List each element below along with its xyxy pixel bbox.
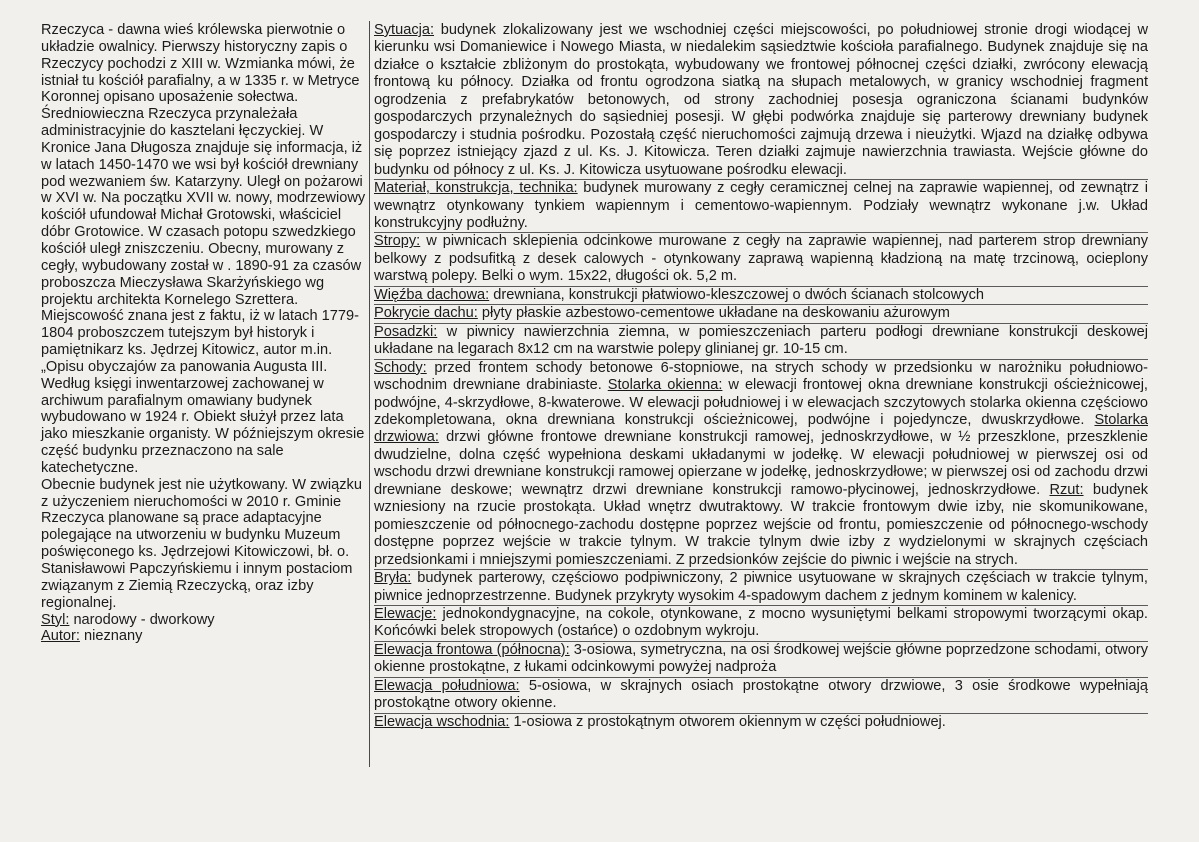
massing-text: budynek parterowy, częściowo podpiwniczony, 2 piwnice usytuowane w skrajnych częściach w trakcie tylnym, piwnice jednoprzestrzenne. Budynek przykryty wysokim 4-spadowym dachem z jednym kominem w kalenicy. — [374, 570, 1148, 604]
section-south-elevation — [374, 677, 1148, 713]
history-paragraph: Rzeczyca - dawna wieś królewska pierwotnie o układzie owalnicy. Pierwszy historyczny zapis o Rzeczycy pochodzi z XIII w. Wzmianka mówi, że istniał tu kościół parafialny, a w 1335 r. w Metryce Koronnej opisano uposażenie sołectwa. Średniowieczna Rzeczyca przynależała administracyjnie do kasztelani łęczyckiej. W Kronice Jana Długosza znajduje się informacja, iż w latach 1450-1470 we wsi był kościół drewniany pod wezwaniem św. Katarzyny. Uległ on pożarowi w XVI w. Na początku XVII w. nowy, modrzewiowy kościół ufundował Michał Grotowski, właściciel dóbr Grotowice. W czasach potopu szwedzkiego kościół uległ zniszczeniu. Obecny, murowany z cegły, wybudowany został w . 1890-91 za czasów proboszcza Mieczysława Skarżyńskiego wg projektu architekta Kornelego Szrettera. Miejscowość znana jest z faktu, iż w latach 1779-1804 proboszczem tutejszym był historyk i pamiętnikarz ks. Jędrzej Kitowicz, autor m.in. „Opisu obyczajów za panowania Augusta III. — [41, 22, 366, 375]
material-label: Materiał, konstrukcja, technika: — [374, 180, 578, 197]
style-value: narodowy - dworkowy — [69, 611, 215, 628]
floors-text: w piwnicy nawierzchnia ziemna, w pomieszczeniach parteru podłogi drewniane konstrukcji deskowej układane na legarach 8x12 cm na warstwie polepy glinianej gr. 10-15 cm. — [374, 323, 1148, 358]
plan-text: budynek wzniesiony na rzucie prostokąta. Układ wnętrz dwutraktowy. W trakcie frontowym dwie izby, nie skomunikowane, pomieszczenie od północnego-zachodu dostępne poprzez wejście od frontu, pomieszczenie od północnego-wschody dostępne poprzez wejście w trakcie tylnym. W trakcie tylnym dwie izby z wydzielonymi w skrajnych częściach przedsionkami i mniejszymi pomieszczeniami. Z przedsionków zejście do piwnic i wejście na strych. — [374, 481, 1149, 568]
east-elevation-label: Elewacja wschodnia: — [374, 713, 510, 730]
stairs-label: Schody: — [374, 359, 427, 376]
section-front-elevation — [374, 641, 1148, 677]
roof-truss-text: drewniana, konstrukcji płatwiowo-kleszczowej o dwóch ścianach stolcowych — [489, 286, 984, 303]
material-text: budynek murowany z cegły ceramicznej celnej na zaprawie wapiennej, od zewnątrz i wewnątrz otynkowany tynkiem wapiennym i cementowo-wapiennym. Podziały wewnątrz wykonane j.w. Układ konstrukcyjny podłużny. — [374, 180, 1148, 231]
author-label: Autor: — [41, 628, 80, 645]
roofing-label: Pokrycie dachu: — [374, 305, 478, 322]
author-value: nieznany — [79, 628, 143, 645]
section-massing — [374, 569, 1148, 605]
stairs-text: przed frontem schody betonowe 6-stopniowe, na strych schody w przedsionku w narożniku południowo-wschodnim drewniane drabiniaste. — [374, 359, 1148, 394]
south-elevation-label: Elewacja południowa: — [374, 677, 520, 694]
section-ceilings — [374, 232, 1148, 285]
section-material — [374, 179, 1148, 232]
elevations-text: jednokondygnacyjne, na cokole, otynkowane, z mocno wysuniętymi belkami stropowymi tworzącymi okap. Końcówki belek stropowych (ostańce) o ozdobnym wykroju. — [374, 605, 1148, 640]
roofing-text: płyty płaskie azbestowo-cementowe układane na deskowaniu ażurowym — [477, 305, 950, 322]
situation-text: budynek zlokalizowany jest we wschodniej części miejscowości, po południowej stronie drogi wiodącej w kierunku wsi Domaniewice i Nowego Miasta, w niedalekim sąsiedztwie kościoła parafialnego. Budynek znajduje się na działce o kształcie zbliżonym do prostokąta, wybudowany we frontowej północnej części działki, zwrócony elewacją frontową ku północy. Działka od frontu ogrodzona siatką na słupach metalowych, w granicy wschodniej fragment ogrodzenia z prefabrykatów betonowych, od strony zachodniej posesja ograniczona ścianami budynków gospodarczych przynależnych do sąsiedniej posesji. W głębi podwórka znajduje się parterowy drewniany budynek gospodarczy i studnia pośrodku. Pozostałą część nieruchomości zajmują drzewa i nieużytki. Wjazd na działkę odbywa się poprzez istniejący zjazd z ul. Ks. J. Kitowicza. Teren działki zajmuje nawierzchnia trawiasta. Wejście główne do budynku od północy z ul. Ks. J. Kitowicza usytuowane pośrodku elewacji. — [374, 22, 1148, 178]
style-label: Styl: — [41, 611, 70, 628]
doors-text: drzwi główne frontowe drewniane konstrukcji ramowej, jednoskrzydłowe, w ½ przeszklone, przeszklenie dwudzielne, dolna część wypełniona deskami układanymi w jodełkę. W elewacji południowej w pierwszej osi od wschodu drzwi drewniane konstrukcji ramowej opierzane w jodełkę, jednoskrzydłowe; w pierwszej osi od zachodu drzwi drewniane deskowe; wewnątrz drzwi drewniane konstrukcji ramowo-płycinowej, jednoskrzydłowe. — [374, 429, 1148, 498]
style-line — [41, 612, 371, 629]
ceilings-text: w piwnicach sklepienia odcinkowe murowane z cegły na zaprawie wapiennej, nad parterem strop drewniany belkowy z podsufitką z desek calowych - otynkowany zaprawą wapienną kładzioną na matę trzcinową, ocieplony warstwą polepy. Belki o wym. 15x22, długości ok. 5,2 m. — [374, 233, 1148, 285]
situation-label: Sytuacja: — [374, 22, 435, 38]
section-floors — [374, 323, 1148, 359]
section-situation — [374, 22, 1148, 179]
section-elevations — [374, 605, 1148, 641]
section-roofing — [374, 304, 1148, 322]
windows-label: Stolarka okienna: — [607, 377, 723, 394]
floors-label: Posadzki: — [374, 323, 438, 340]
elevations-label: Elewacje: — [374, 605, 437, 622]
author-line — [41, 628, 371, 645]
section-east-elevation — [374, 713, 1148, 731]
section-roof-truss — [374, 286, 1148, 304]
windows-text: w elewacji frontowej okna drewniane konstrukcji ościeżnicowej, podwójne, 4-skrzydłowe, 8-kwaterowe. W elewacji południowej i w elewacjach szczytowych stolarka okienna częściowo zdekompletowana, okna drewniana konstrukcji ościeżnicowej, podwójne i pojedyncze, dwuskrzydłowe. — [374, 377, 1148, 428]
massing-label: Bryła: — [374, 570, 412, 587]
column-divider — [369, 21, 370, 767]
history-column — [41, 22, 371, 645]
roof-truss-label: Więźba dachowa: — [374, 286, 490, 303]
inventory-paragraph: Według księgi inwentarzowej zachowanej w archiwum parafialnym omawiany budynek wybudowano w 1924 r. Obiekt służył przez lata jako mieszkanie organisty. W późniejszym okresie część budynku przeznaczono na sale katechetyczne. — [41, 375, 365, 476]
south-elevation-text: 5-osiowa, w skrajnych osiach prostokątne otwory drzwiowe, 3 osie środkowe wypełniają prostokątne otwory okienne. — [374, 677, 1148, 712]
current-use-paragraph: Obecnie budynek jest nie użytkowany. W związku z użyczeniem nieruchomości w 2010 r. Gminie Rzeczyca planowane są prace adaptacyjne polegające na utworzeniu w budynku Muzeum poświęconego ks. Jędrzejowi Kitowiczowi, bł. o. Stanisławowi Papczyńskiemu i innym postaciom związanym z Ziemią Rzeczycką, oraz izby regionalnej. — [41, 476, 362, 611]
section-stairs-joinery — [374, 359, 1148, 569]
plan-label: Rzut: — [1049, 481, 1084, 498]
ceilings-label: Stropy: — [374, 233, 421, 250]
front-elevation-label: Elewacja frontowa (północna): — [374, 641, 570, 658]
description-column — [374, 22, 1148, 731]
front-elevation-text: 3-osiowa, symetryczna, na osi środkowej wejście główne poprzedzone schodami, otwory okienne prostokątne, z łukami odcinkowymi powyżej nadproża — [374, 641, 1149, 676]
doors-label: Stolarka drzwiowa: — [374, 411, 1148, 446]
east-elevation-text: 1-osiowa z prostokątnym otworem okiennym w części południowej. — [509, 713, 946, 730]
